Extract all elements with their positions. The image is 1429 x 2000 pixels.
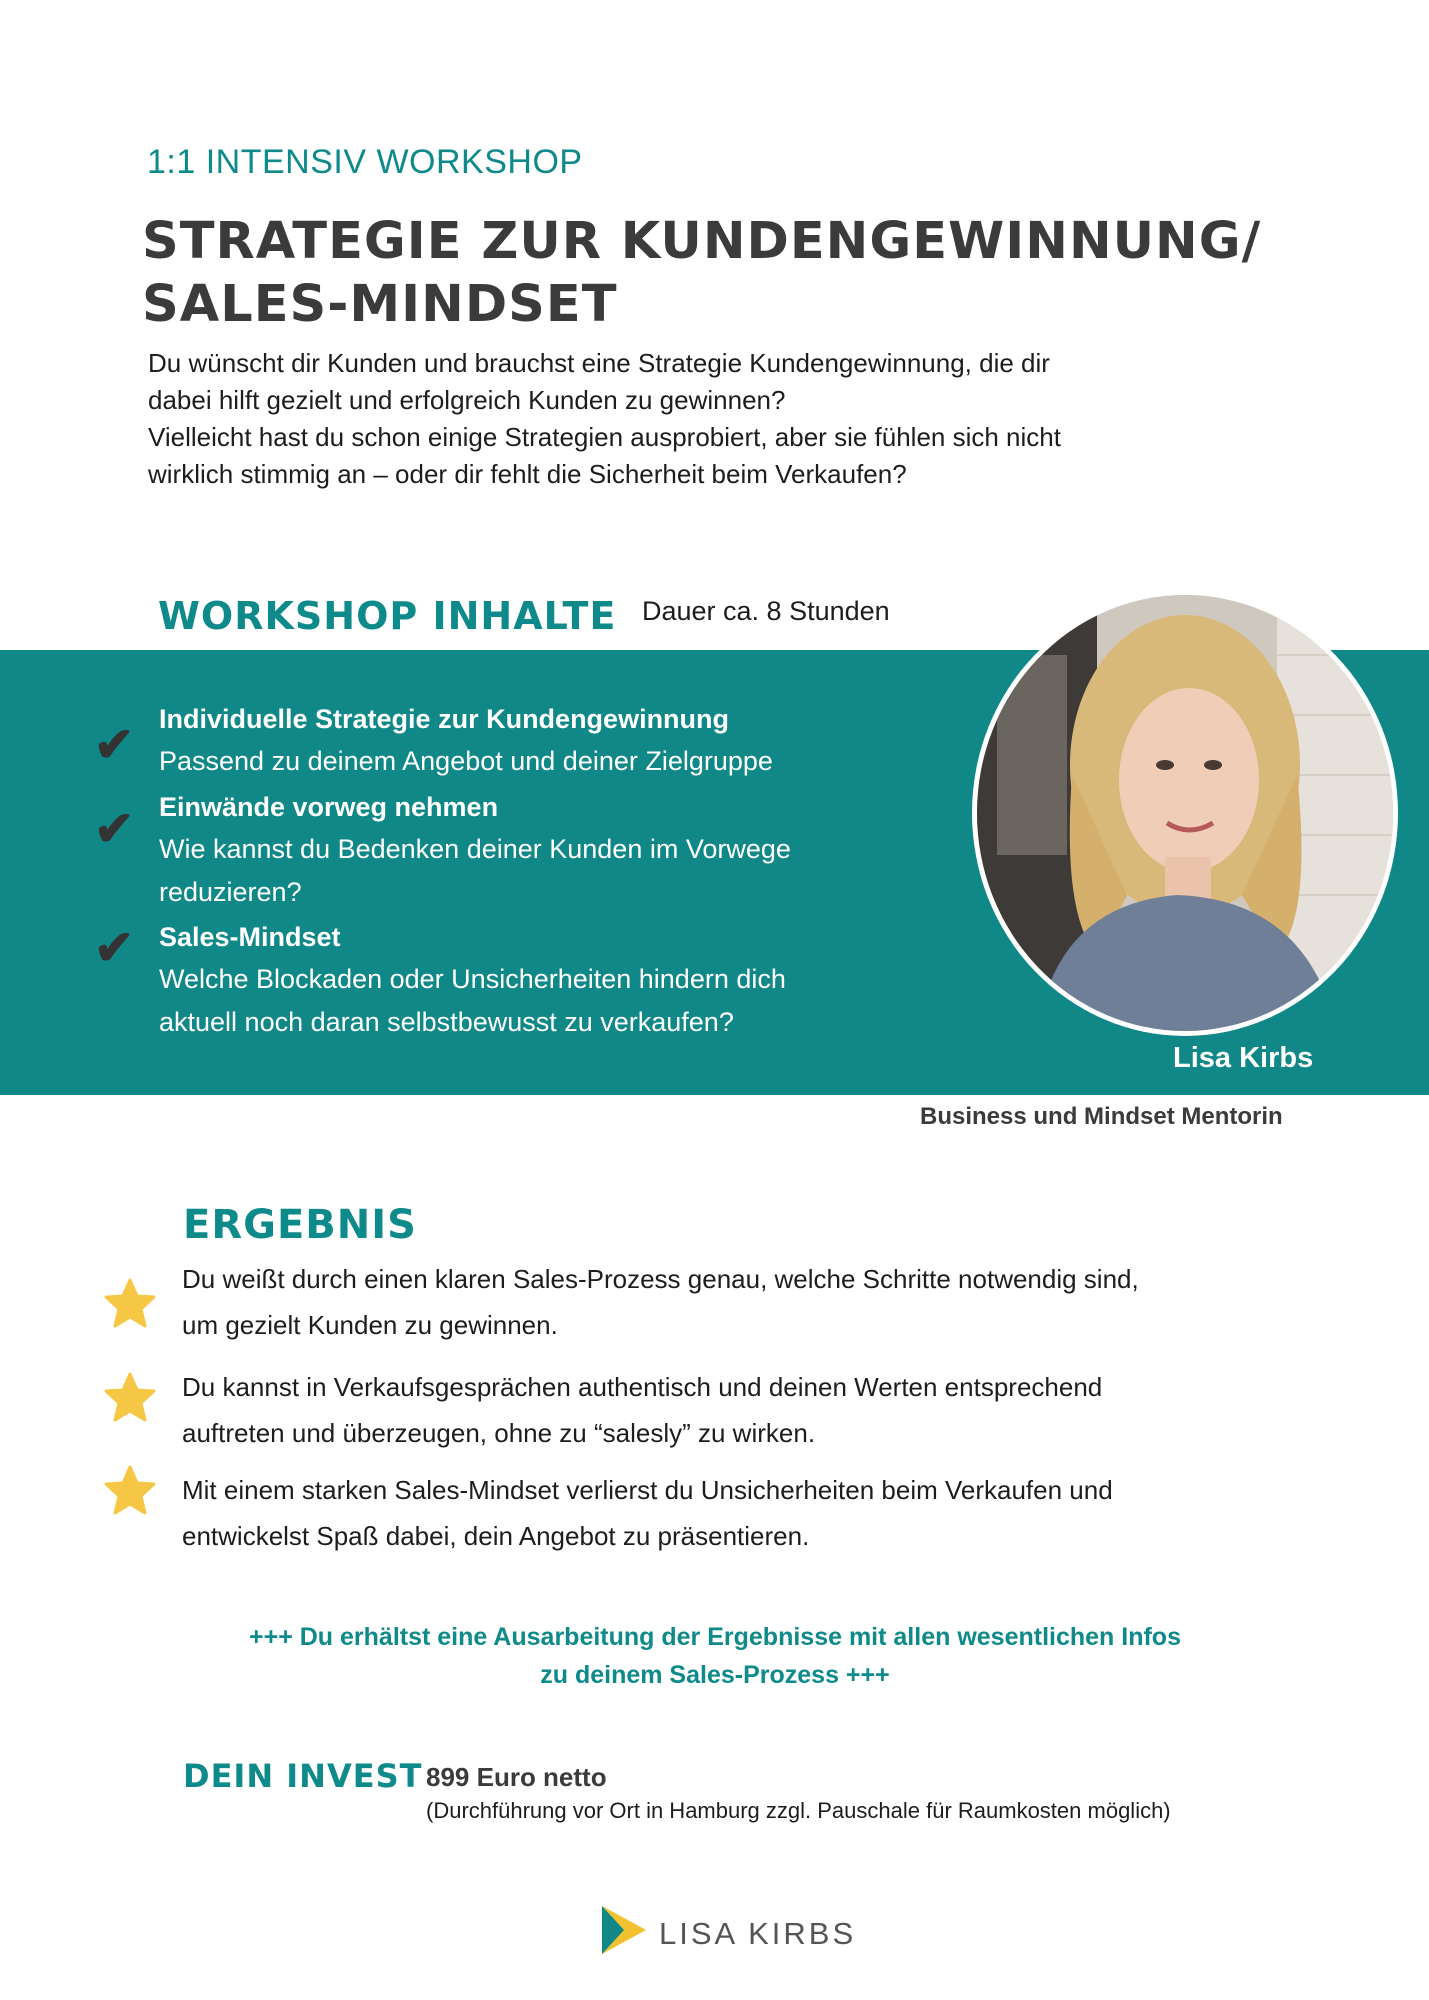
deliverable-note bbox=[150, 1618, 1280, 1694]
result-line: Du weißt durch einen klaren Sales-Prozess genau, welche Schritte notwendig sind, bbox=[182, 1264, 1139, 1294]
checkmark-icon: ✔ bbox=[94, 803, 135, 856]
intro-line: wirklich stimmig an – oder dir fehlt die Sicherheit beim Verkaufen? bbox=[148, 459, 907, 489]
result-line: auftreten und überzeugen, ohne zu “salesly” zu wirken. bbox=[182, 1418, 816, 1448]
result-line: Mit einem starken Sales-Mindset verlierst du Unsicherheiten beim Verkaufen und bbox=[182, 1475, 1113, 1505]
result-line: Du kannst in Verkaufsgesprächen authentisch und deinen Werten entsprechend bbox=[182, 1372, 1103, 1402]
result-line: um gezielt Kunden zu gewinnen. bbox=[182, 1310, 558, 1340]
intro-line: Du wünscht dir Kunden und brauchst eine Strategie Kundengewinnung, die dir bbox=[148, 348, 1050, 378]
price: 899 Euro netto bbox=[426, 1762, 607, 1792]
title-line-2: SALES-MINDSET bbox=[142, 275, 618, 334]
note-line: zu deinem Sales-Prozess +++ bbox=[540, 1661, 890, 1689]
workshop-item-title: Einwände vorweg nehmen bbox=[159, 792, 499, 822]
result-item bbox=[182, 1467, 1342, 1559]
result-line: entwickelst Spaß dabei, dein Angebot zu präsentieren. bbox=[182, 1521, 810, 1551]
checkmark-icon: ✔ bbox=[94, 922, 135, 975]
workshop-item-title: Individuelle Strategie zur Kundengewinnung bbox=[159, 704, 730, 734]
result-item bbox=[182, 1256, 1342, 1348]
portrait-photo bbox=[972, 590, 1398, 1036]
result-heading: ERGEBNIS bbox=[183, 1202, 417, 1248]
workshop-item-text: reduzieren? bbox=[159, 877, 302, 907]
title-line-1: STRATEGIE ZUR KUNDENGEWINNUNG/ bbox=[142, 212, 1262, 271]
workshop-item bbox=[159, 916, 919, 1044]
workshop-heading: WORKSHOP INHALTE bbox=[158, 594, 617, 638]
workshop-item-text: Wie kannst du Bedenken deiner Kunden im Vorwege bbox=[159, 834, 791, 864]
workshop-duration: Dauer ca. 8 Stunden bbox=[642, 596, 890, 626]
intro-line: dabei hilft gezielt und erfolgreich Kunden zu gewinnen? bbox=[148, 385, 786, 415]
intro-line: Vielleicht hast du schon einige Strategien ausprobiert, aber sie fühlen sich nicht bbox=[148, 422, 1061, 452]
workshop-item-text: aktuell noch daran selbstbewusst zu verkaufen? bbox=[159, 1007, 734, 1037]
result-item bbox=[182, 1364, 1342, 1456]
workshop-item bbox=[159, 698, 919, 783]
workshop-item bbox=[159, 786, 919, 914]
logo-play-icon bbox=[598, 1904, 650, 1956]
price-detail: (Durchführung vor Ort in Hamburg zzgl. Pauschale für Raumkosten möglich) bbox=[426, 1798, 1171, 1823]
intro-text bbox=[148, 345, 1288, 493]
star-icon bbox=[104, 1278, 156, 1330]
checkmark-icon: ✔ bbox=[94, 719, 135, 772]
workshop-item-text: Passend zu deinem Angebot und deiner Zielgruppe bbox=[159, 746, 773, 776]
portrait-illustration bbox=[977, 595, 1393, 1031]
mentor-role: Business und Mindset Mentorin bbox=[920, 1103, 1283, 1130]
star-icon bbox=[104, 1372, 156, 1424]
workshop-subtitle: 1:1 INTENSIV WORKSHOP bbox=[147, 143, 583, 181]
note-line: +++ Du erhältst eine Ausarbeitung der Ergebnisse mit allen wesentlichen Infos bbox=[249, 1623, 1181, 1651]
logo-text: LISA KIRBS bbox=[659, 1916, 857, 1951]
mentor-name: Lisa Kirbs bbox=[1173, 1042, 1314, 1074]
workshop-item-title: Sales-Mindset bbox=[159, 922, 341, 952]
star-icon bbox=[104, 1465, 156, 1517]
invest-heading: DEIN INVEST bbox=[183, 1757, 423, 1795]
workshop-item-text: Welche Blockaden oder Unsicherheiten hindern dich bbox=[159, 964, 786, 994]
page-title bbox=[142, 210, 1261, 336]
